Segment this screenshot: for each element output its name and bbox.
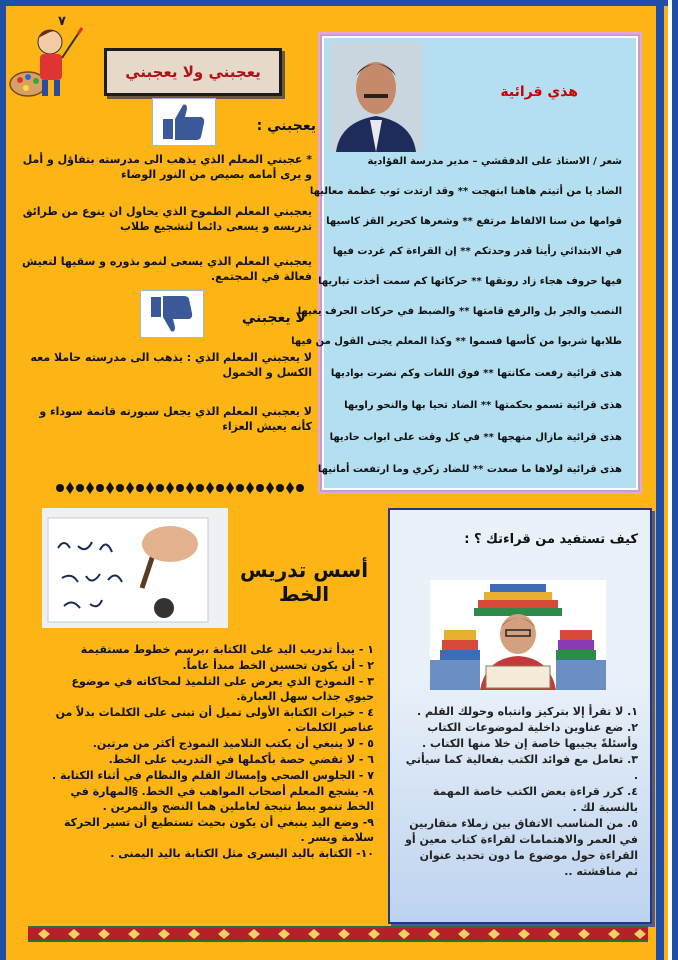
poem-line: شعر / الاستاذ على الدفقشي – مدير مدرسة الفؤادية [367, 156, 622, 167]
list-item: ٤. كرر قراءة بعض الكتب خاصة المهمة بالنسبة لك . [432, 785, 638, 814]
list-item: ٨- يشجع المعلم أصحاب المواهب في الخط. §المهارة في الخط تنمو ببط نتيجة لعاملين هما النضج والتمرين . [70, 785, 374, 813]
painter-clipart [6, 14, 90, 104]
list-item: ١٠- الكتابة باليد اليسرى مثل الكتابة باليد اليمنى . [110, 847, 374, 860]
poem-line: النصب والجر بل والرفع قامتها ** والضبط في حركات الحرف يغيها [297, 306, 622, 317]
likes-item-2: يعجبني المعلم الطموح الذي يحاول ان ينوع من طرائق تدريسه و يسعى دائما لتشجيع طلاب [22, 205, 312, 233]
reading-title: كيف تستفيد من قراءتك ؟ : [464, 532, 638, 547]
list-item: ٢ - أن يكون تحسين الخط مبدأ عاماً. [182, 659, 374, 672]
dislikes-heading: لا يعجبني [241, 310, 306, 326]
poem-line: هذى قرائية مازال منهجها ** في كل وقت على ابواب حاديها [329, 432, 622, 443]
poem-background [291, 38, 636, 488]
poem-title: هذي قرائية [500, 84, 578, 100]
author-photo [330, 42, 422, 152]
list-item: ١ - يبدأ تدريب اليد على الكتابة ،برسم خطوط مستقيمة [80, 643, 374, 656]
likes-item-1: * عجبني المعلم الذي يذهب الى مدرسته بتفاؤل و أمل و يرى أمامه بصيص من النور الوضاء [22, 153, 312, 181]
list-item: ٥. من المناسب الاتفاق بين زملاء متقاربين في العمر والاهتمامات لقراءة كتاب معين أو القراءة حول موضوع ما دون تحديد عنوان ثم مناقشته .. [405, 817, 638, 878]
poem-line: فيها حروف هجاء زاد رونقها ** حركاتها كم سمت أخذت تباريها [318, 276, 622, 287]
poem-line: هذى قرائية رفعت مكانتها ** فوق اللغات وكم نضرت بواديها [330, 368, 622, 379]
poem-line: هذى قرائية تسمو بحكمتها ** الضاد تحيا بها والنحو راويها [344, 400, 622, 411]
poem-line: طلابها شربوا من كأسها فسموا ** وكذا المعلم يجنى القول من فيها [291, 336, 622, 347]
poem-line: الضاد يا من أتيتم هاهنا ابتهجت ** وقد ارتدت ثوب عظمة معاليها [309, 186, 622, 197]
dislikes-item-1: لا يعجبني المعلم الذي : يذهب الى مدرسته حاملا معه الكسل و الخمول [30, 351, 312, 379]
poem-box [291, 32, 642, 494]
poem-line: في الابتدائي رأينا قدر وحدتكم ** إن القراءة كم غردت فيها [332, 246, 622, 257]
list-item: ٤ - خبرات الكتابة الأولى تميل أن تبنى على الكلمات بدلاً من عناصر الكلمات . [55, 706, 374, 734]
list-item: ٣ - النموذج الذي يعرض على التلميذ لمحاكاته في موضوع حيوي جذاب سهل العبارة. [71, 675, 374, 703]
ornament-divider [52, 478, 308, 498]
list-item: ٥ - لا ينبغي أن يكتب التلاميذ النموذج أكثر من مرتين. [92, 737, 374, 750]
list-item: ٣. تعامل مع فوائد الكتب بفعالية كما سيأتي . [405, 753, 638, 782]
top-frame [0, 0, 678, 6]
section-title-box [104, 48, 282, 96]
handwriting-photo [42, 508, 228, 628]
likes-item-3: يعجبني المعلم الذي يسعى لنمو بذوره و سقيها لتعيش فعالة في المجتمع. [22, 255, 312, 283]
page-number: ٧ [58, 14, 66, 29]
section-title: يعجبني ولا يعجبني [125, 63, 261, 81]
decorative-border [28, 926, 648, 942]
list-item: ٧ - الجلوس الصحي وإمساك القلم والنظام في أثناء الكتابة . [51, 769, 374, 782]
list-item: ١. لا تقرأ إلا بتركيز وانتباه وحولك القلم . [416, 705, 638, 718]
handwriting-list [44, 642, 374, 862]
list-item: ٩- وضع اليد ينبغي أن يكون بحيث تستطيع أن تسير الحركة سلامة ويسر . [63, 816, 374, 844]
left-frame [0, 0, 6, 960]
right-frame [656, 0, 664, 960]
likes-heading: يعجبني : [256, 118, 316, 134]
reading-list [404, 704, 638, 880]
list-item: ٦ - لا تقضي حصة بأكملها في التدريب على الخط. [108, 753, 374, 766]
poem-line: قوامها من سنا الالفاظ مرتفع ** وشعرها كحرير القز كاسيها [326, 216, 622, 227]
poem-line: هذى قرائية لولاها ما صعدت ** للضاد زكري وما ارتفعت أمانيها [317, 464, 622, 475]
thumbs-down-icon [140, 290, 204, 338]
list-item: ٢. ضع عناوين داخلية لموضوعات الكتاب وأسئلةً يجيبها خاصة إن خلا منها الكتاب . [422, 721, 638, 750]
right-frame-outer [672, 0, 678, 960]
books-photo [430, 580, 606, 690]
reading-box [388, 508, 652, 924]
handwriting-title: أسس تدريس الخط [239, 558, 369, 606]
dislikes-item-2: لا يعجبني المعلم الذي يجعل سبورته قاتمة سوداء و كأنه يعيش العزاء [39, 405, 312, 433]
